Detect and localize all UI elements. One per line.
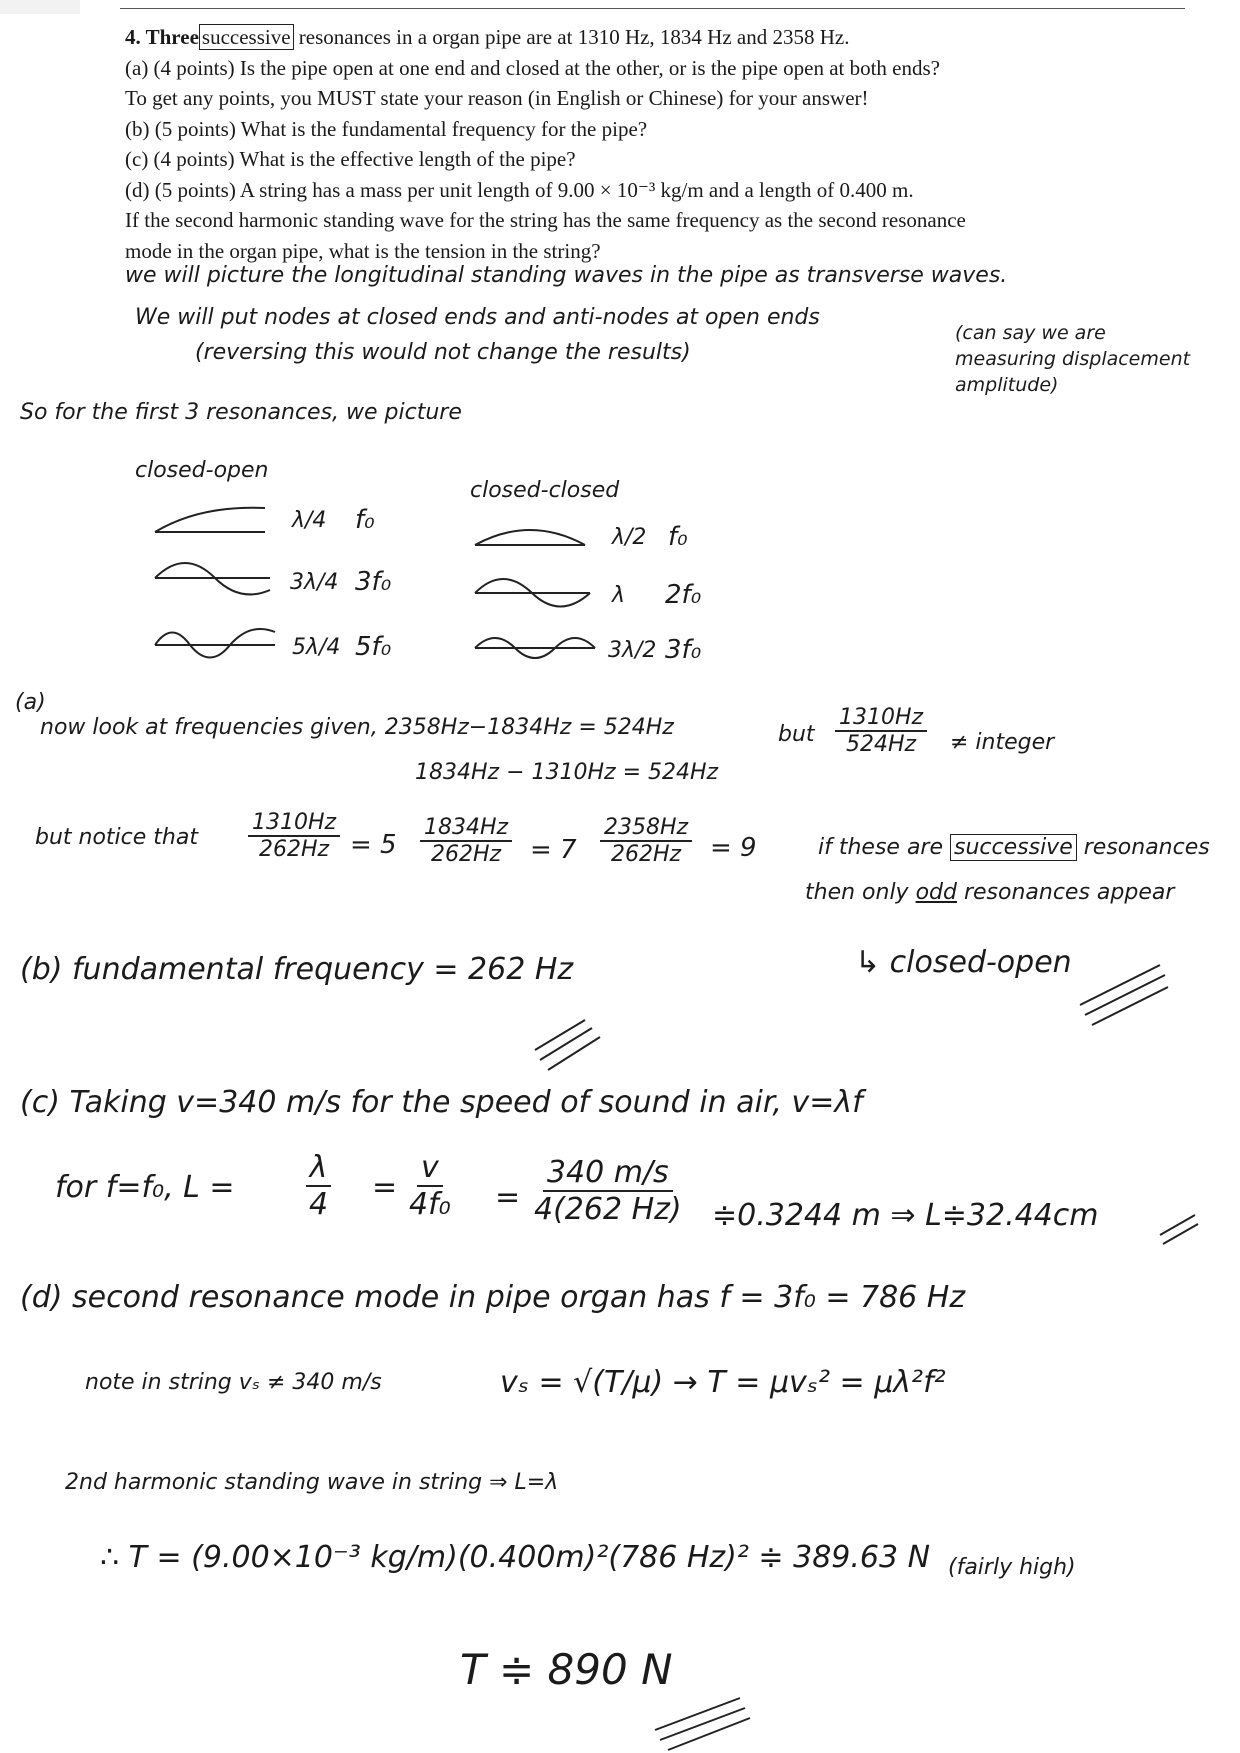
problem-part-d-line-2: If the second harmonic standing wave for the string has the same frequency as the second resonance (125, 208, 966, 232)
but-fraction-num: 1310Hz (835, 705, 927, 732)
ratio-2-value: = 7 (530, 835, 577, 865)
intro-line-3: (reversing this would not change the results) (195, 340, 691, 365)
problem-line-1: 4. Three successive resonances in a organ pipe are at 1310 Hz, 1834 Hz and 2358 Hz. (125, 25, 850, 49)
cc-freq-1: f₀ (668, 522, 688, 552)
part-a-label: (a) (15, 690, 46, 715)
cc-len-1: λ/2 (612, 525, 647, 550)
problem-part-a: (a) (4 points) Is the pipe open at one end and closed at the other, or is the pipe open at both ends? (125, 55, 941, 80)
problem-part-b: (b) (5 points) What is the fundamental frequency for the pipe? (125, 116, 648, 141)
ratio-2-num: 1834Hz (420, 815, 512, 842)
but-notice-text: but notice that (35, 825, 198, 850)
ratio-2-den: 262Hz (431, 842, 502, 867)
but-fraction-den: 524Hz (846, 732, 917, 757)
hatch-a (1080, 965, 1168, 1025)
part-c-result: ≑0.3244 m ⇒ L≑32.44cm (712, 1198, 1099, 1233)
part-c-for: for f=f₀, L = (55, 1170, 235, 1205)
fairly-high-note: (fairly high) (948, 1555, 1076, 1580)
ratio-3-den: 262Hz (611, 842, 682, 867)
part-d-line-1: (d) second resonance mode in pipe organ has f = 3f₀ = 786 Hz (20, 1280, 966, 1315)
boxed-word-successive: successive (199, 24, 294, 50)
hatch-b (535, 1020, 600, 1070)
boxed-word-successive-2: successive (950, 834, 1077, 861)
co-len-2: 3λ/4 (290, 570, 339, 595)
if-these-line: if these are successive resonances (818, 835, 1210, 860)
c-fraction-2-den: 4f₀ (409, 1187, 451, 1222)
final-answer: T ≑ 890 N (460, 1645, 673, 1694)
c-equals-1: = (372, 1170, 398, 1205)
ratio-1-num: 1310Hz (248, 810, 340, 837)
c-fraction-1-num: λ (306, 1150, 332, 1187)
part-d-calculation: ∴ T = (9.00×10⁻³ kg/m)(0.400m)²(786 Hz)² ≑ 389.63 N (100, 1540, 931, 1575)
co-freq-3: 5f₀ (355, 632, 392, 662)
difference-line-2: 1834Hz − 1310Hz = 524Hz (415, 760, 719, 785)
hatch-c (1160, 1215, 1198, 1244)
co-len-3: 5λ/4 (292, 635, 341, 660)
hatch-final (655, 1698, 750, 1750)
part-d-line-3: 2nd harmonic standing wave in string ⇒ L=λ (65, 1470, 559, 1495)
part-d-formula: vₛ = √(T/μ) → T = μvₛ² = μλ²f² (500, 1365, 946, 1400)
closed-closed-heading: closed-closed (470, 478, 620, 503)
problem-part-c: (c) (4 points) What is the effective length of the pipe? (125, 147, 576, 171)
then-only-line: then only odd resonances appear (805, 880, 1175, 905)
cc-freq-2: 2f₀ (665, 580, 702, 610)
part-c-line-1: (c) Taking v=340 m/s for the speed of sound in air, v=λf (20, 1085, 863, 1120)
problem-part-d: (d) (5 points) A string has a mass per unit length of 9.00 × 10⁻³ kg/m and a length of 0.400 m. (125, 177, 914, 202)
so-first-line: So for the first 3 resonances, we picture (20, 400, 462, 425)
ratio-1-den: 262Hz (259, 837, 330, 862)
intro-line-1: we will picture the longitudinal standing waves in the pipe as transverse waves. (125, 263, 1008, 288)
intro-line-2: We will put nodes at closed ends and anti-nodes at open ends (135, 305, 820, 330)
c-equals-2: = (495, 1180, 521, 1215)
problem-part-d-line-3: mode in the organ pipe, what is the tension in the string? (125, 238, 601, 263)
but-word: but (778, 722, 815, 747)
now-look-line: now look at frequencies given, 2358Hz−1834Hz = 524Hz (40, 715, 674, 740)
c-fraction-1-den: 4 (309, 1187, 329, 1222)
co-len-1: λ/4 (292, 508, 327, 533)
closed-open-conclusion: ↳ closed-open (855, 945, 1072, 980)
ratio-1-value: = 5 (350, 830, 397, 860)
part-b-answer: (b) fundamental frequency = 262 Hz (20, 952, 574, 987)
problem-part-a-note: To get any points, you MUST state your reason (in English or Chinese) for your answer! (125, 86, 869, 110)
co-freq-2: 3f₀ (355, 567, 392, 597)
cc-freq-3: 3f₀ (665, 635, 702, 665)
not-integer: ≠ integer (950, 730, 1055, 755)
underlined-odd: odd (915, 880, 957, 905)
co-freq-1: f₀ (355, 505, 375, 535)
cc-len-2: λ (612, 583, 626, 608)
cc-len-3: 3λ/2 (608, 638, 657, 663)
intro-note: (can say we are measuring displacement amplitude) (955, 322, 1191, 396)
c-fraction-3-num: 340 m/s (543, 1155, 673, 1192)
ratio-3-value: = 9 (710, 833, 757, 863)
ratio-3-num: 2358Hz (600, 815, 692, 842)
part-d-note: note in string vₛ ≠ 340 m/s (85, 1370, 382, 1395)
closed-open-heading: closed-open (135, 458, 269, 483)
c-fraction-3-den: 4(262 Hz) (534, 1192, 682, 1227)
c-fraction-2-num: v (417, 1150, 443, 1187)
